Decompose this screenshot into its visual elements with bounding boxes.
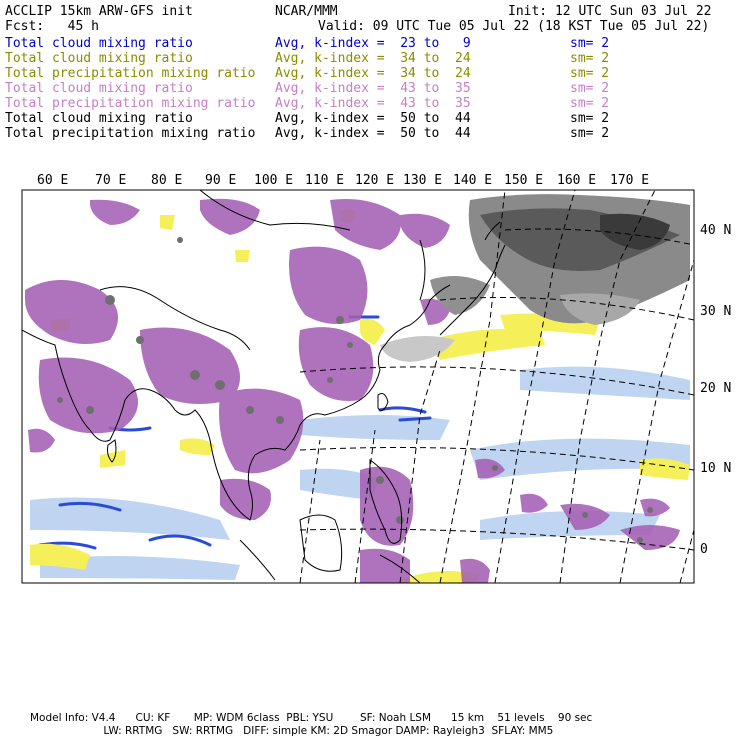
lon-label: 160 E <box>557 173 597 188</box>
field-avg: Avg, k-index = 34 to 24 <box>275 66 471 81</box>
field-name: Total precipitation mixing ratio <box>5 66 256 81</box>
lat-label: 20 N <box>700 381 732 396</box>
lon-label: 60 E <box>37 173 69 188</box>
field-smoothing: sm= 2 <box>570 36 610 51</box>
lon-label: 110 E <box>305 173 345 188</box>
field-avg: Avg, k-index = 34 to 24 <box>275 51 471 66</box>
lon-label: 170 E <box>610 173 650 188</box>
field-smoothing: sm= 2 <box>570 81 610 96</box>
map-title: ACCLIP 15km ARW-GFS init <box>5 4 193 19</box>
field-name: Total precipitation mixing ratio <box>5 126 256 141</box>
field-smoothing: sm= 2 <box>570 111 610 126</box>
init-time: Init: 12 UTC Sun 03 Jul 22 <box>508 4 712 19</box>
lon-label: 90 E <box>205 173 237 188</box>
field-name: Total cloud mixing ratio <box>5 51 193 66</box>
field-name: Total cloud mixing ratio <box>5 111 193 126</box>
lon-label: 120 E <box>355 173 395 188</box>
field-smoothing: sm= 2 <box>570 66 610 81</box>
field-name: Total cloud mixing ratio <box>5 81 193 96</box>
field-avg: Avg, k-index = 43 to 35 <box>275 81 471 96</box>
field-row <box>5 126 735 141</box>
lat-label: 40 N <box>700 223 732 238</box>
forecast-hour: Fcst: 45 h <box>5 19 99 34</box>
field-name: Total precipitation mixing ratio <box>5 96 256 111</box>
lat-label: 0 <box>700 542 708 557</box>
model-info-line-2: LW: RRTMG SW: RRTMG DIFF: simple KM: 2D Smagor DAMP: Rayleigh3 SFLAY: MM5 <box>30 725 554 737</box>
lat-label: 30 N <box>700 304 732 319</box>
lon-label: 130 E <box>403 173 443 188</box>
lat-label: 10 N <box>700 461 732 476</box>
field-avg: Avg, k-index = 50 to 44 <box>275 111 471 126</box>
field-row <box>5 111 735 126</box>
lon-label: 100 E <box>254 173 294 188</box>
field-smoothing: sm= 2 <box>570 51 610 66</box>
model-info-line-1: Model Info: V4.4 CU: KF MP: WDM 6class PBL: YSU SF: Noah LSM 15 km 51 levels 90 sec <box>30 712 593 724</box>
field-avg: Avg, k-index = 43 to 35 <box>275 96 471 111</box>
field-row <box>5 96 735 111</box>
lon-label: 150 E <box>504 173 544 188</box>
field-avg: Avg, k-index = 23 to 9 <box>275 36 471 51</box>
center-title: NCAR/MMM <box>275 4 338 19</box>
lon-label: 80 E <box>151 173 183 188</box>
lon-label: 140 E <box>453 173 493 188</box>
field-row <box>5 36 735 51</box>
forecast-map <box>0 170 740 590</box>
field-name: Total cloud mixing ratio <box>5 36 193 51</box>
latitude-labels <box>700 223 731 557</box>
field-row <box>5 66 735 81</box>
field-avg: Avg, k-index = 50 to 44 <box>275 126 471 141</box>
valid-time: Valid: 09 UTC Tue 05 Jul 22 (18 KST Tue 05 Jul 22) <box>318 19 710 34</box>
field-row <box>5 51 735 66</box>
field-smoothing: sm= 2 <box>570 126 610 141</box>
field-smoothing: sm= 2 <box>570 96 610 111</box>
lon-label: 70 E <box>95 173 127 188</box>
longitude-labels <box>37 173 649 188</box>
field-row <box>5 81 735 96</box>
